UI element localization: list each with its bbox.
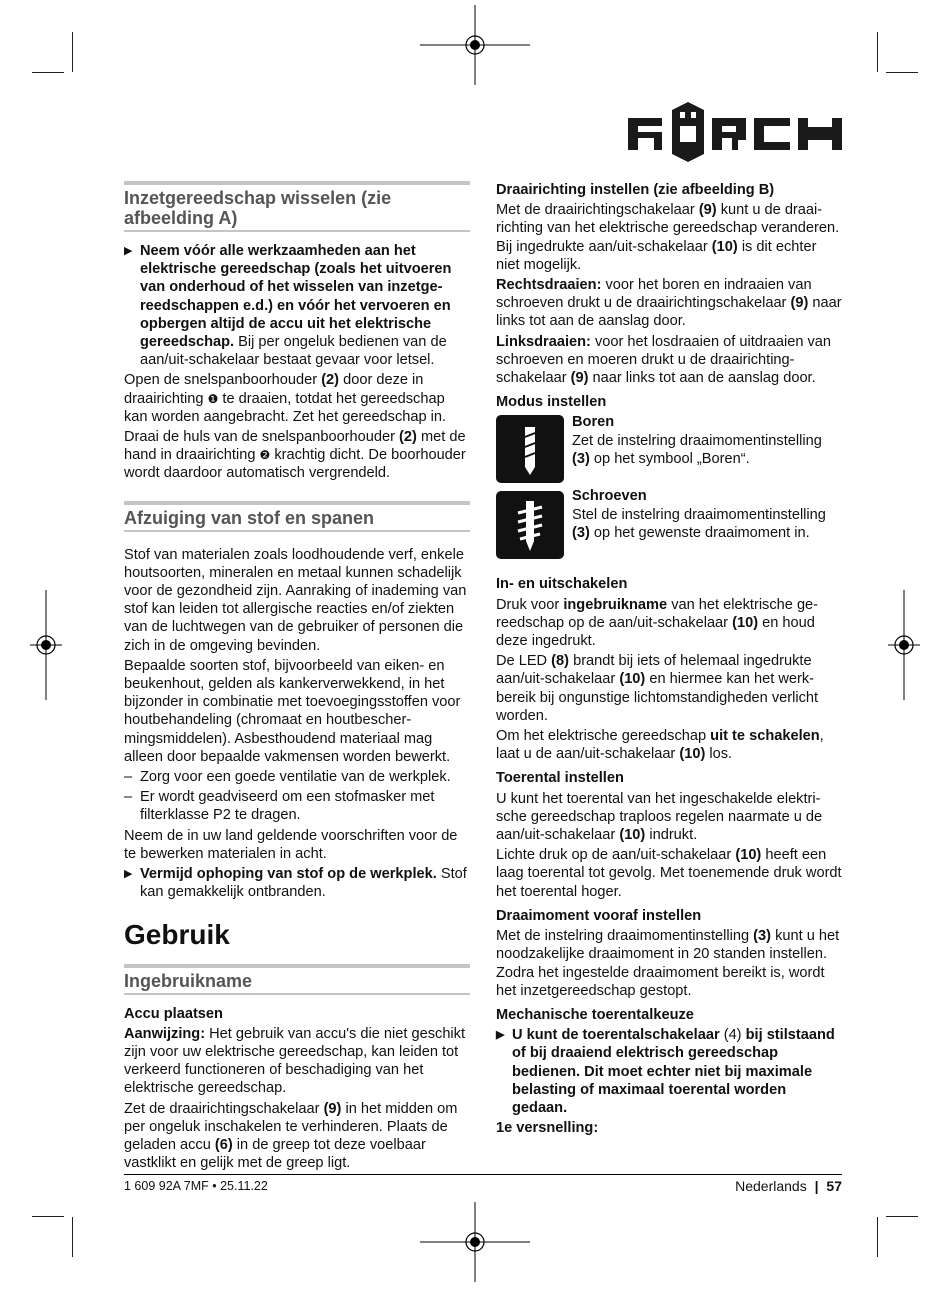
warning-paragraph: ▶ U kunt de toerentalschakelaar (4) bij stilstaand of bij draaiend elektrisch gereedschap bedienen. Dit moet echter niet bij maximale belasting of maximaal toerental worden gedaan.	[496, 1027, 835, 1116]
list-item: – Er wordt geadviseerd om een stofmasker met filterklasse P2 te dragen.	[124, 789, 435, 824]
warning-triangle-icon: ▶	[124, 245, 133, 257]
paragraph: Neem de in uw land geldende voorschriften voor de te bewerken materialen in acht.	[124, 827, 458, 862]
subheading: Mechanische toerentalkeuze	[496, 1006, 694, 1023]
step-one-icon: ❶	[207, 391, 219, 406]
paragraph: Aanwijzing: Het gebruik van accu's die niet geschikt zijn voor uw elektrische gereedschap, kan leiden tot verkeerd functioneren of beschadiging van het elektrische gereedschap.	[124, 1025, 466, 1097]
footer-rule	[124, 1174, 842, 1175]
list-item: – Zorg voor een goede ventilatie van de werkplek.	[124, 769, 451, 786]
registration-mark-top	[420, 5, 530, 85]
paragraph: Bepaalde soorten stof, bijvoorbeeld van eiken- en beukenhout, gelden als kankerverwekkend, in het bijzonder in combinatie met toevoegingsstoffen voor houtbehandeling (chromaat en houtbeschermingsmiddelen). Asbesthoudend materiaal mag alleen door bepaalde vakmensen worden bewerkt.	[124, 657, 461, 765]
screw-icon	[496, 491, 564, 559]
footer-language: Nederlands	[735, 1178, 807, 1194]
warning-triangle-icon: ▶	[496, 1029, 505, 1042]
left-column	[124, 181, 470, 1174]
step-two-icon: ❷	[259, 448, 271, 463]
paragraph: Druk voor ingebruikname van het elektrische gereedschap op de aan/uit-schakelaar (10) en houd deze ingedrukt.	[496, 596, 819, 650]
subheading: Modus instellen	[496, 394, 607, 411]
paragraph: Met de instelring draaimomentinstelling (3) kunt u het noodzakelijke draaimoment in 20 standen instellen. Zodra het ingestelde draaimoment bereikt is, wordt het inzetgereedschap gestopt.	[496, 928, 840, 999]
chapter-title: Gebruik	[124, 918, 230, 950]
mode-boren	[496, 413, 842, 487]
mode-text: Zet de instelring draaimomentinstelling (3) op het symbool „Boren“.	[572, 432, 822, 467]
subheading: 1e versnelling:	[496, 1120, 599, 1137]
brand-logo	[628, 100, 842, 162]
footer-code: 1 609 92A 7MF • 25.11.22	[124, 1179, 268, 1193]
right-column	[496, 181, 842, 1139]
section-title: Afzuiging van stof en spanen	[124, 501, 470, 532]
registration-mark-right	[888, 590, 920, 700]
section-title: Ingebruikname	[124, 964, 470, 995]
mode-schroeven	[496, 487, 842, 563]
subheading: Accu plaatsen	[124, 1005, 223, 1022]
paragraph: Lichte druk op de aan/uit-schakelaar (10) heeft een laag toerental tot gevolg. Met toenemende druk wordt het toerental hoger.	[496, 847, 842, 900]
footer-separator: |	[814, 1178, 819, 1194]
paragraph: U kunt het toerental van het ingeschakelde elektrische gereedschap traploos regelen naarmate u de aan/uit-schakelaar (10) indrukt.	[496, 790, 823, 844]
warning-paragraph: ▶ Vermijd ophoping van stof op de werkplek. Stof kan gemakkelijk ontbranden.	[124, 866, 467, 901]
subheading: Draaimoment vooraf instellen	[496, 907, 702, 924]
drill-bit-icon	[496, 415, 564, 483]
paragraph: Met de draairichtingschakelaar (9) kunt u de draairichting van het elektrische gereedschap veranderen. Bij ingedrukte aan/uit-schakelaar (10) is dit echter niet mogelijk.	[496, 202, 840, 273]
paragraph: Stof van materialen zoals loodhoudende verf, enkele houtsoorten, mineralen en metaal kunnen schadelijk voor de gezondheid zijn. Aanraking of inademing van stof kan leiden tot allergische reacties en/of ziekten van de luchtwegen van de gebruiker of personen die zich in de omgeving bevinden.	[124, 546, 467, 654]
footer-page-info	[735, 1178, 842, 1194]
warning-triangle-icon: ▶	[124, 868, 133, 881]
subheading: Toerental instellen	[496, 770, 624, 787]
section-title: Inzetgereedschap wisselen (zie afbeelding A)	[124, 181, 470, 232]
paragraph: Linksdraaien: voor het losdraaien of uitdraaien van schroeven en moeren drukt u de draairichtingschakelaar (9) naar links tot aan de aanslag door.	[496, 333, 832, 387]
subheading: Draairichting instellen (zie afbeelding B)	[496, 182, 775, 198]
page-number: 57	[826, 1178, 842, 1194]
paragraph: Open de snelspanboorhouder (2) door deze in draairichting ❶ te draaien, totdat het gereedschap kan worden aangebracht. Zet het gereedschap in.	[124, 372, 447, 425]
mode-title: Boren	[572, 414, 615, 431]
paragraph: Om het elektrische gereedschap uit te schakelen, laat u de aan/uit-schakelaar (10) los.	[496, 728, 824, 763]
warning-paragraph: ▶ Neem vóór alle werkzaamheden aan het elektrische gereedschap (zoals het uitvoeren van onderhoud of het wisselen van inzetgereedschappen e.d.) en vóór het vervoeren en opbergen altijd de accu uit het elektrische gereedschap. Bij per ongeluk bedienen van de aan/uit-schakelaar bestaat gevaar voor letsel.	[124, 243, 452, 369]
subheading: In- en uitschakelen	[496, 576, 628, 593]
paragraph: De LED (8) brandt bij iets of helemaal ingedrukte aan/uit-schakelaar (10) en hiermee kan het werkbereik bij ongunstige lichtomstandigheden verlicht worden.	[496, 653, 819, 724]
registration-mark-left	[30, 590, 62, 700]
mode-text: Stel de instelring draaimomentinstelling (3) op het gewenste draaimoment in.	[572, 506, 826, 541]
paragraph: Zet de draairichtingschakelaar (9) in het midden om per ongeluk inschakelen te verhinderen. Plaats de geladen accu (6) in de greep tot deze voelbaar vastklikt en gelijk met de greep ligt.	[124, 1100, 458, 1172]
registration-mark-bottom	[420, 1202, 530, 1282]
paragraph: Draai de huls van de snelspanboorhouder (2) met de hand in draairichting ❷ krachtig dicht. De boorhouder wordt daardoor automatisch vergrendeld.	[124, 429, 466, 482]
mode-title: Schroeven	[572, 488, 647, 505]
paragraph: Rechtsdraaien: voor het boren en indraaien van schroeven drukt u de draairichtingschakelaar (9) naar links tot aan de aanslag door.	[496, 277, 842, 330]
